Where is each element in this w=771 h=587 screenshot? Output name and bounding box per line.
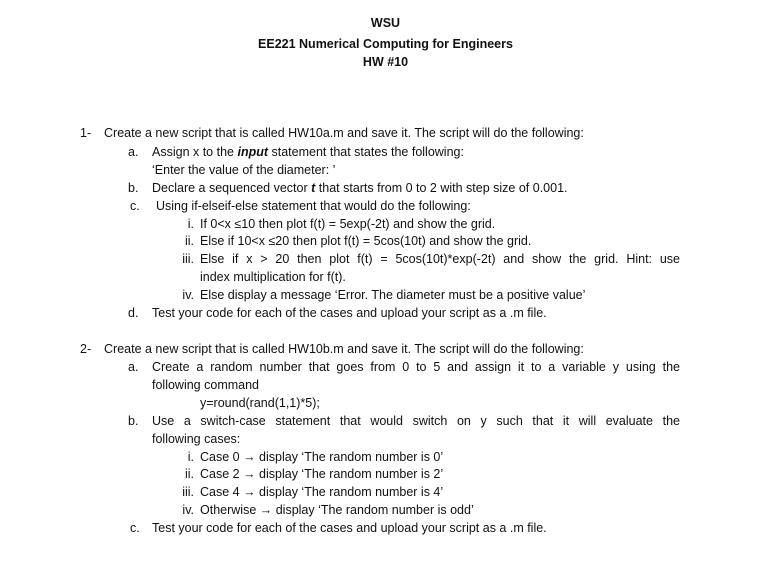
q2b-i-text: Case 0 → display ‘The random number is 0’ (200, 450, 444, 464)
q1d-text: Test your code for each of the cases and upload your script as a .m file. (152, 306, 547, 320)
q1c-ii-marker: ii. (184, 234, 194, 248)
q2b-iii-text: Case 4 → display ‘The random number is 4’ (200, 485, 444, 499)
q2c-marker: c. (130, 521, 140, 535)
q2b-text-line2: following cases: (152, 432, 241, 446)
q2-text: Create a new script that is called HW10b.m and save it. The script will do the following: (104, 342, 584, 356)
q2b-marker: b. (128, 414, 139, 428)
q1a-marker: a. (128, 145, 139, 159)
q2b-ii-marker: ii. (184, 467, 194, 481)
q2a-text-line1: Create a random number that goes from 0 to 5 and assign it to a variable y using the (152, 360, 680, 374)
q1c-i-text: If 0<x ≤10 then plot f(t) = 5exp(-2t) and show the grid. (200, 217, 496, 231)
q1-text: Create a new script that is called HW10a.m and save it. The script will do the following: (104, 126, 584, 140)
q1b-keyword: t (311, 181, 316, 195)
q1b-text: Declare a sequenced vector t that starts from 0 to 2 with step size of 0.001. (152, 181, 568, 195)
q1-number: 1- (80, 126, 92, 140)
q1c-iv-text: Else display a message ‘Error. The diameter must be a positive value’ (200, 288, 586, 302)
q1c-iii-text-line1: Else if x > 20 then plot f(t) = 5cos(10t)*exp(-2t) and show the grid. Hint: use (200, 252, 680, 266)
header-course: EE221 Numerical Computing for Engineers (258, 37, 513, 51)
q1d-marker: d. (128, 306, 139, 320)
q1c-iv-marker: iv. (182, 288, 194, 302)
q2b-ii-text: Case 2 → display ‘The random number is 2’ (200, 467, 444, 481)
q1a-text: Assign x to the input statement that states the following: (152, 145, 464, 159)
q2-number: 2- (80, 342, 92, 356)
q2c-text: Test your code for each of the cases and upload your script as a .m file. (152, 521, 547, 535)
q1c-i-marker: i. (187, 217, 194, 231)
q1c-iii-marker: iii. (182, 252, 194, 266)
header-hw: HW #10 (362, 55, 409, 69)
q2b-iv-marker: iv. (182, 503, 194, 517)
header-school: WSU (370, 16, 401, 30)
q2b-iii-marker: iii. (182, 485, 194, 499)
q1c-iii-text-line2: index multiplication for f(t). (200, 270, 346, 284)
q2b-i-marker: i. (187, 450, 194, 464)
q1a-prompt: ‘Enter the value of the diameter: ’ (152, 163, 336, 177)
q1a-keyword: input (237, 145, 269, 159)
q2b-text-line1: Use a switch-case statement that would switch on y such that it will evaluate the (152, 414, 680, 428)
q2a-marker: a. (128, 360, 139, 374)
q2b-iv-text: Otherwise → display ‘The random number is odd’ (200, 503, 474, 517)
q1b-marker: b. (128, 181, 139, 195)
q2a-text-line2: following command (152, 378, 259, 392)
q1c-marker: c. (130, 199, 140, 213)
q1c-ii-text: Else if 10<x ≤20 then plot f(t) = 5cos(10t) and show the grid. (200, 234, 532, 248)
q2a-command: y=round(rand(1,1)*5); (200, 396, 320, 410)
q1c-text: Using if-elseif-else statement that would do the following: (156, 199, 471, 213)
